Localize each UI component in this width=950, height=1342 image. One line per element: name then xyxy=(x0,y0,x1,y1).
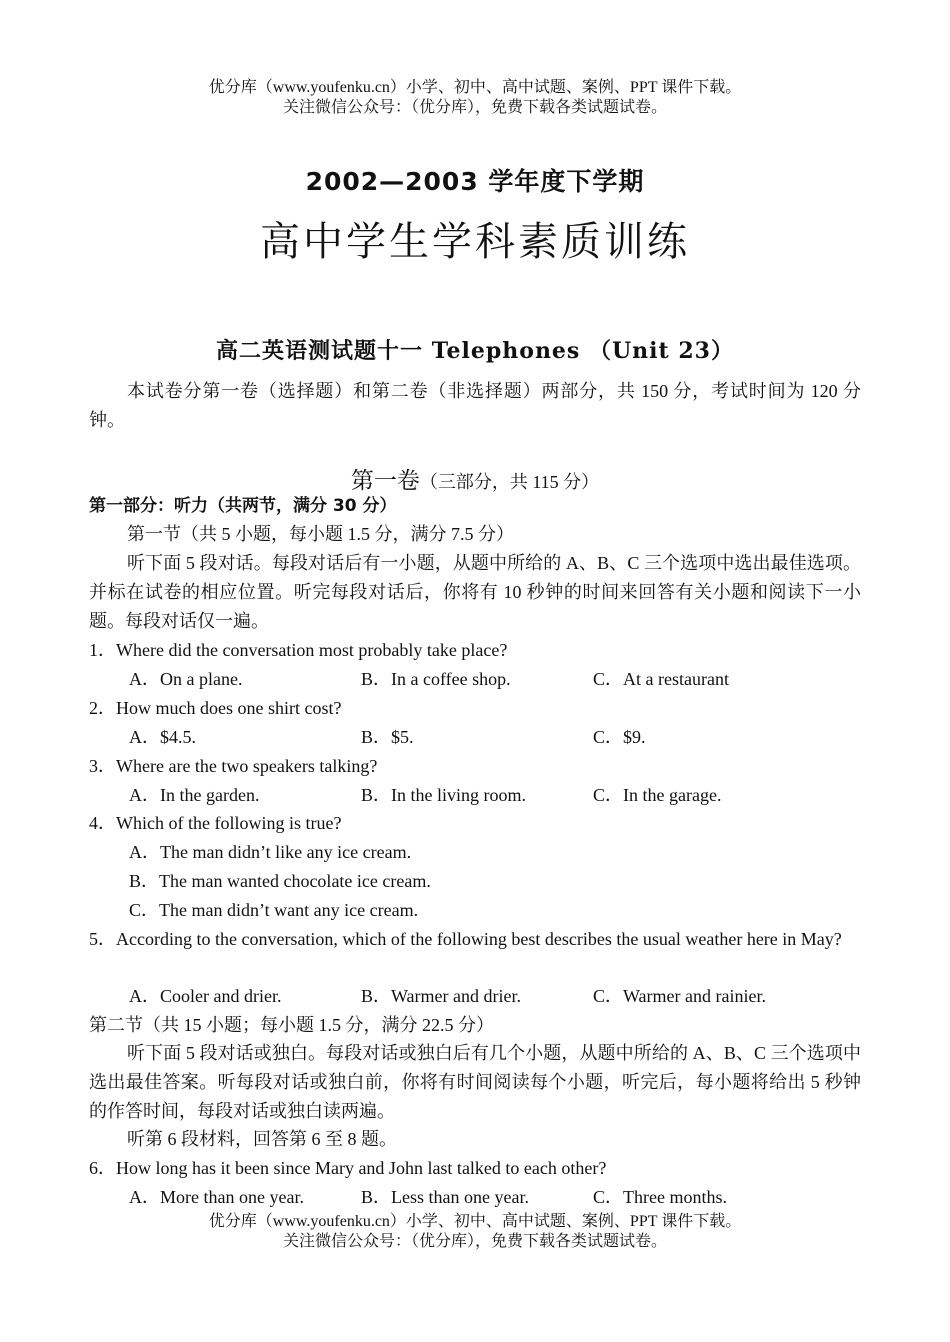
q6-option-c: C．Three months. xyxy=(593,1187,727,1207)
header-line-1: 优分库（www.youfenku.cn）小学、初中、高中试题、案例、PPT 课件下载。 xyxy=(208,79,742,96)
q2-option-c: C．$9. xyxy=(593,727,646,747)
footer-line-2: 关注微信公众号：（优分库），免费下载各类试题试卷。 xyxy=(282,1233,667,1250)
section1-heading: 第一节（共 5 小题，每小题 1.5 分，满分 7.5 分） xyxy=(127,524,514,544)
question-3 xyxy=(89,752,377,781)
q3-option-c: C．In the garage. xyxy=(593,785,722,805)
q1-option-a: A．On a plane. xyxy=(129,669,243,689)
question-number: 4． xyxy=(89,813,116,833)
question-6 xyxy=(89,1154,606,1183)
question-number: 2． xyxy=(89,698,116,718)
q2-option-a: A．$4.5. xyxy=(129,727,196,747)
question-2 xyxy=(89,694,341,723)
question-text: Where are the two speakers talking? xyxy=(116,756,378,776)
question-number: 6． xyxy=(89,1158,116,1178)
q5-option-a: A．Cooler and drier. xyxy=(129,986,282,1006)
section2-heading: 第二节（共 15 小题；每小题 1.5 分，满分 22.5 分） xyxy=(89,1015,494,1035)
q3-option-b: B．In the living room. xyxy=(361,785,526,805)
question-text: According to the conversation, which of the following best describes the usual weather here in May? xyxy=(116,929,842,949)
question-text: Which of the following is true? xyxy=(116,813,342,833)
intro-paragraph: 本试卷分第一卷（选择题）和第二卷（非选择题）两部分，共 150 分，考试时间为 120 分钟。 xyxy=(89,381,861,430)
material-6-instruction: 听第 6 段材料，回答第 6 至 8 题。 xyxy=(127,1129,397,1149)
volume-label: 第一卷 xyxy=(350,468,420,494)
question-number: 3． xyxy=(89,756,116,776)
q4-option-c: C．The man didn’t want any ice cream. xyxy=(129,900,419,920)
q3-option-a: A．In the garden. xyxy=(129,785,260,805)
q5-option-c: C．Warmer and rainier. xyxy=(593,986,766,1006)
question-5 xyxy=(89,925,861,954)
question-number: 5． xyxy=(89,929,116,949)
q4-option-a: A．The man didn’t like any ice cream. xyxy=(129,842,412,862)
question-text: How long has it been since Mary and John last talked to each other? xyxy=(116,1158,607,1178)
question-1 xyxy=(89,636,507,665)
q4-option-b: B．The man wanted chocolate ice cream. xyxy=(129,871,431,891)
school-year-title: 2002—2003 学年度下学期 xyxy=(305,167,645,196)
part1-heading: 第一部分：听力（共两节，满分 30 分） xyxy=(89,496,397,516)
question-text: Where did the conversation most probably take place? xyxy=(116,640,508,660)
header-line-2: 关注微信公众号：（优分库），免费下载各类试题试卷。 xyxy=(282,99,667,116)
section2-instructions: 听下面 5 段对话或独白。每段对话或独白后有几个小题，从题中所给的 A、B、C 三个选项中选出最佳答案。听每段对话或独白前，你将有时间阅读每个小题，听完后，每小题将给出 5 秒钟的作答时间，每段对话或独白读两遍。 xyxy=(89,1043,861,1121)
section1-instructions: 听下面 5 段对话。每段对话后有一小题，从题中所给的 A、B、C 三个选项中选出最佳选项。并标在试卷的相应位置。听完每段对话后，你将有 10 秒钟的时间来回答有关小题和阅读下一小题。每段对话仅一遍。 xyxy=(89,553,861,631)
question-text: How much does one shirt cost? xyxy=(116,698,342,718)
q6-option-b: B．Less than one year. xyxy=(361,1187,529,1207)
q5-option-b: B．Warmer and drier. xyxy=(361,986,521,1006)
volume-note: （三部分，共 115 分） xyxy=(419,472,600,492)
volume-heading xyxy=(0,462,950,495)
q1-option-b: B．In a coffee shop. xyxy=(361,669,511,689)
question-number: 1． xyxy=(89,640,116,660)
q2-option-b: B．$5. xyxy=(361,727,414,747)
main-title: 高中学生学科素质训练 xyxy=(260,219,690,265)
footer-line-1: 优分库（www.youfenku.cn）小学、初中、高中试题、案例、PPT 课件下载。 xyxy=(208,1213,742,1230)
question-4 xyxy=(89,809,341,838)
q1-option-c: C．At a restaurant xyxy=(593,669,729,689)
q6-option-a: A．More than one year. xyxy=(129,1187,304,1207)
test-subtitle: 高二英语测试题十一 Telephones （Unit 23） xyxy=(216,338,734,364)
